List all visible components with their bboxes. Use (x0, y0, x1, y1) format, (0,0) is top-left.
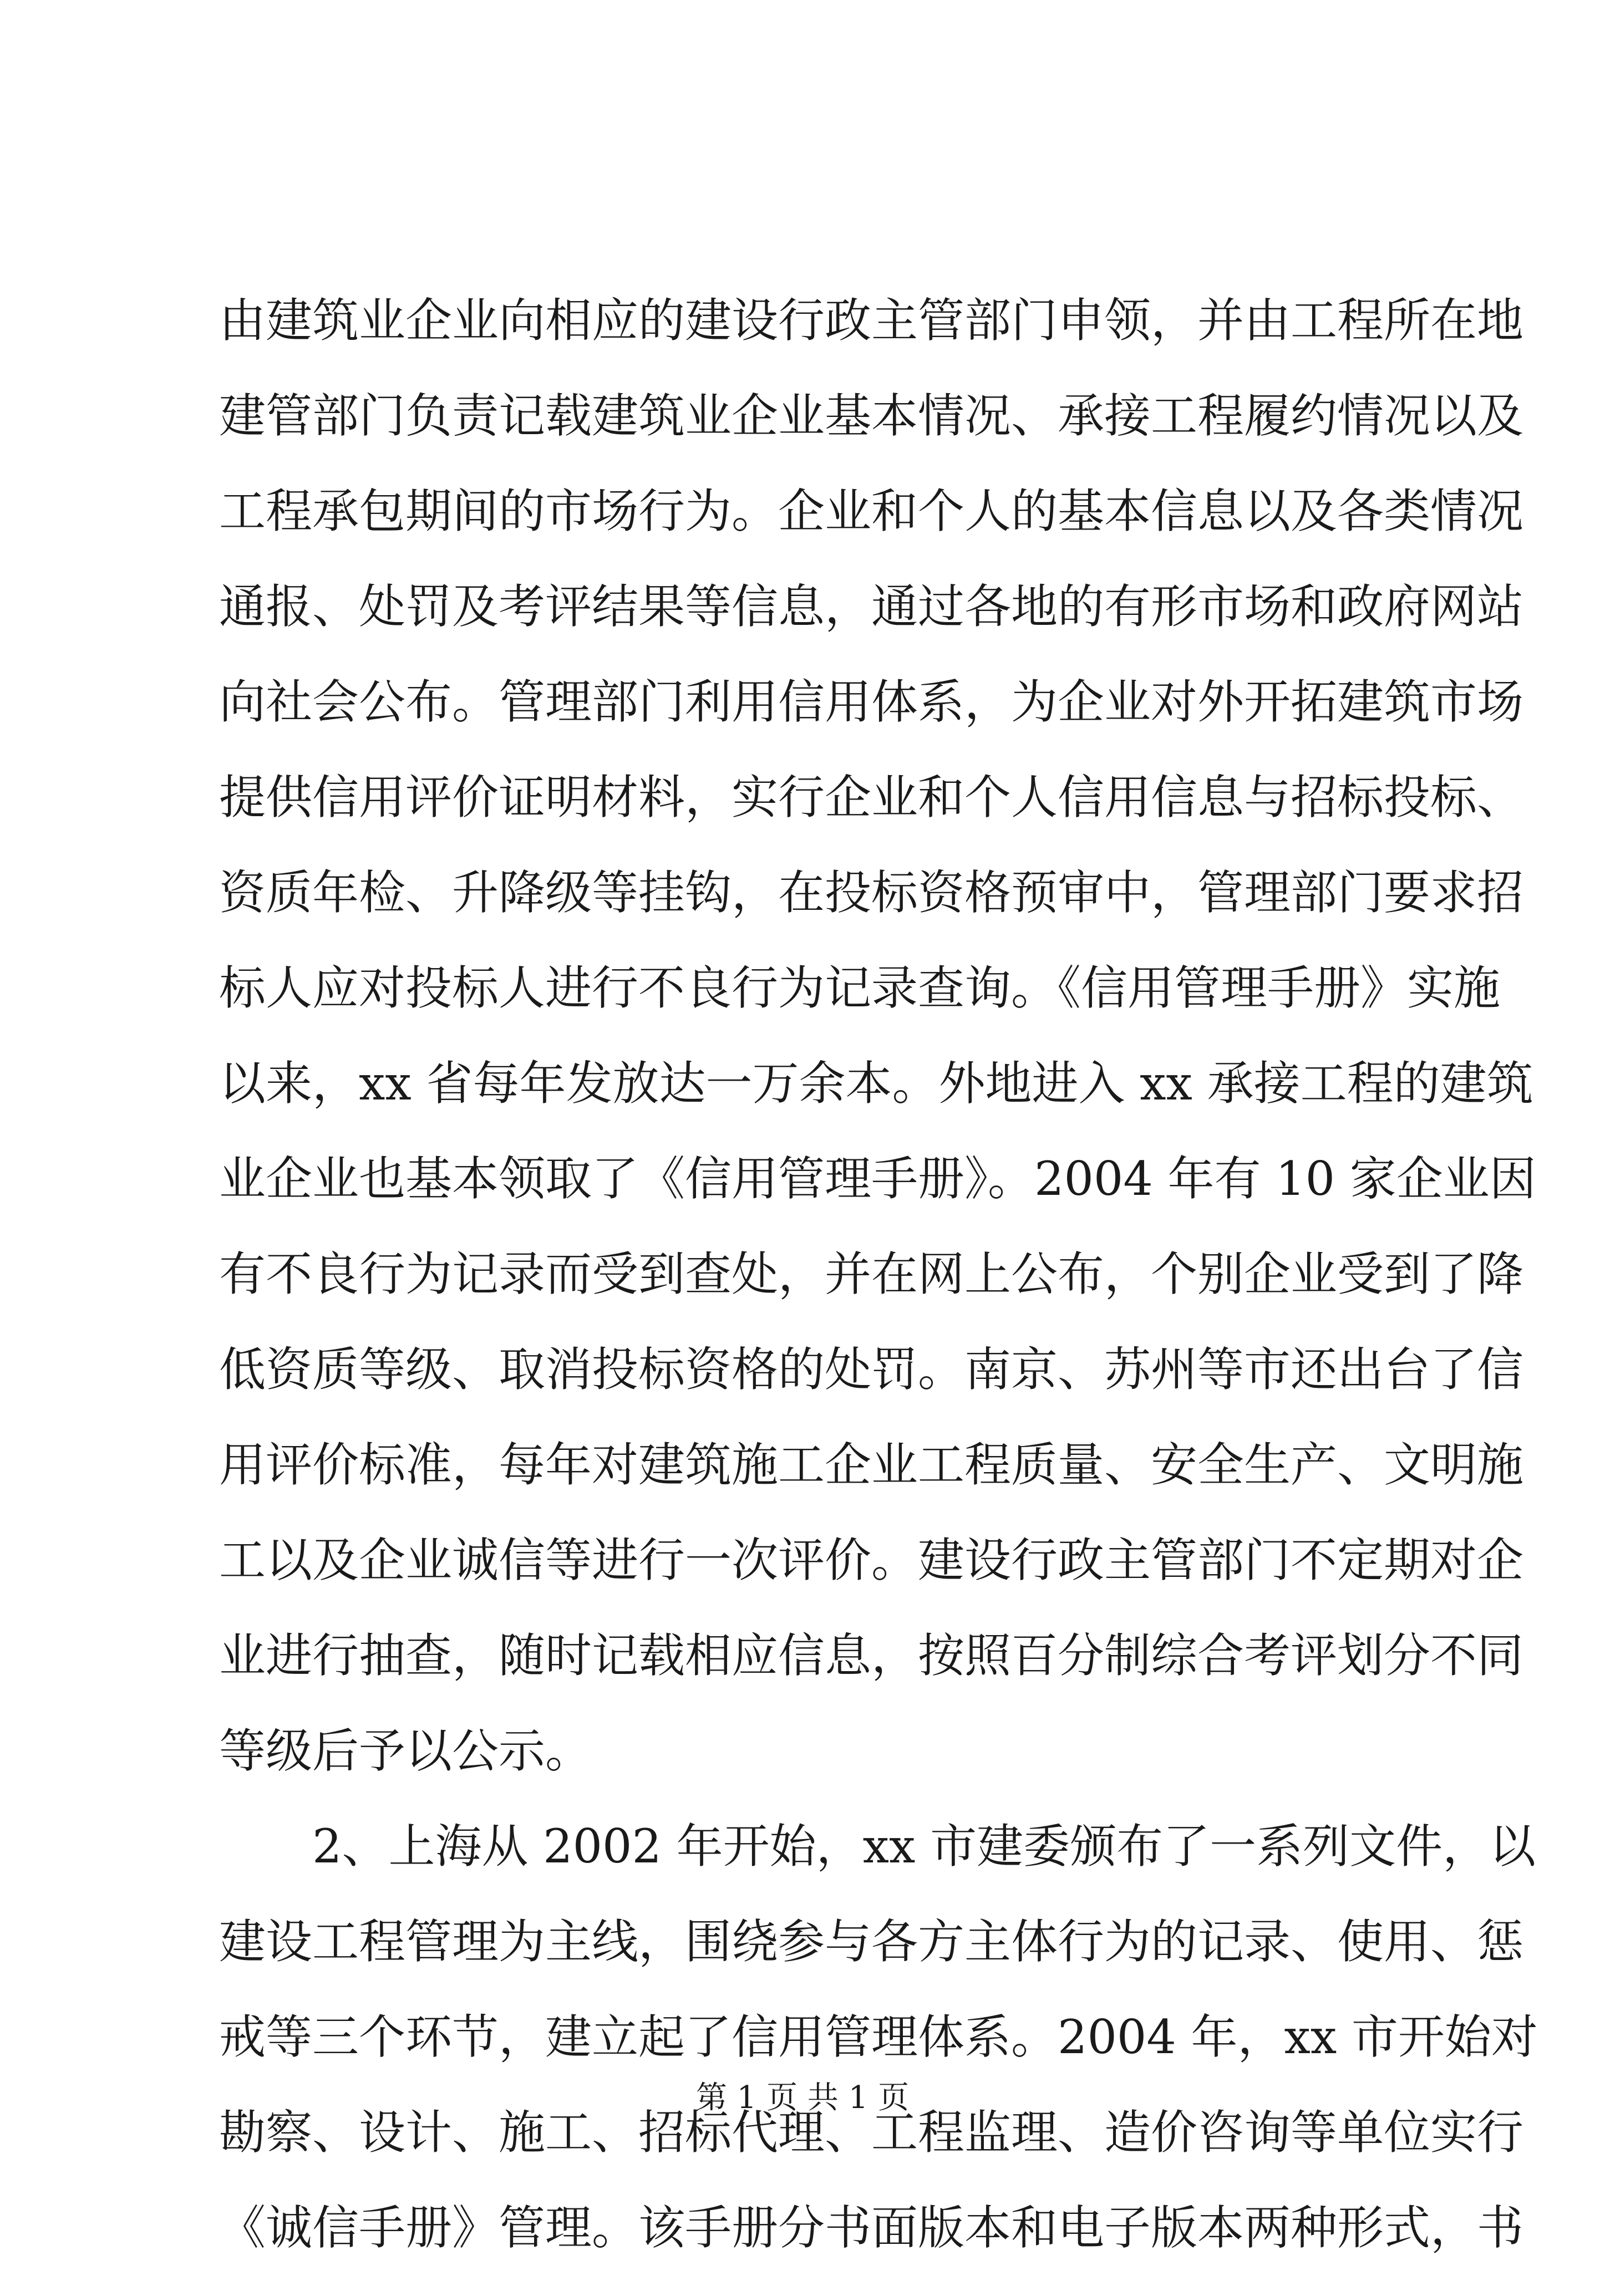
text-line-9: 以来，xx 省每年发放达一万余本。外地进入 xx 承接工程的建筑 (219, 1056, 1533, 1111)
text-line-5: 向社会公布。管理部门利用信用体系，为企业对外开拓建筑市场 (219, 675, 1524, 729)
text-line-4: 通报、处罚及考评结果等信息，通过各地的有形市场和政府网站 (219, 579, 1524, 634)
text-line-20: 勘察、设计、施工、招标代理、工程监理、造价咨询等单位实行 (219, 2105, 1524, 2160)
text-line-3: 工程承包期间的市场行为。企业和个人的基本信息以及各类情况 (219, 484, 1524, 538)
text-line-21: 《诚信手册》管理。该手册分书面版本和电子版本两种形式，书 (219, 2201, 1524, 2255)
text-line-17: 2、上海从 2002 年开始，xx 市建委颁布了一系列文件，以 (312, 1819, 1536, 1874)
text-line-6: 提供信用评价证明材料，实行企业和个人信用信息与招标投标、 (219, 770, 1524, 824)
text-line-12: 低资质等级、取消投标资格的处罚。南京、苏州等市还出台了信 (219, 1342, 1524, 1397)
page-footer: 第 1 页 共 1 页 (695, 2080, 910, 2116)
text-line-11: 有不良行为记录而受到查处，并在网上公布，个别企业受到了降 (219, 1247, 1524, 1301)
text-line-1: 由建筑业企业向相应的建设行政主管部门申领，并由工程所在地 (219, 293, 1524, 348)
text-line-14: 工以及企业诚信等进行一次评价。建设行政主管部门不定期对企 (219, 1533, 1524, 1587)
text-line-19: 戒等三个环节，建立起了信用管理体系。2004 年，xx 市开始对 (219, 2010, 1538, 2064)
text-line-18: 建设工程管理为主线，围绕参与各方主体行为的记录、使用、惩 (219, 1915, 1524, 1969)
text-line-16: 等级后予以公示。 (219, 1724, 592, 1778)
text-line-10: 业企业也基本领取了《信用管理手册》。2004 年有 10 家企业因 (219, 1152, 1536, 1206)
body-text (219, 293, 1538, 2296)
text-line-2: 建管部门负责记载建筑业企业基本情况、承接工程履约情况以及 (219, 389, 1524, 443)
text-line-13: 用评价标准，每年对建筑施工企业工程质量、安全生产、文明施 (219, 1438, 1524, 1492)
text-line-7: 资质年检、升降级等挂钩，在投标资格预审中，管理部门要求招 (219, 866, 1524, 920)
text-line-15: 业进行抽查，随时记载相应信息，按照百分制综合考评划分不同 (219, 1628, 1524, 1683)
text-line-8: 标人应对投标人进行不良行为记录查询。《信用管理手册》实施 (219, 961, 1501, 1015)
